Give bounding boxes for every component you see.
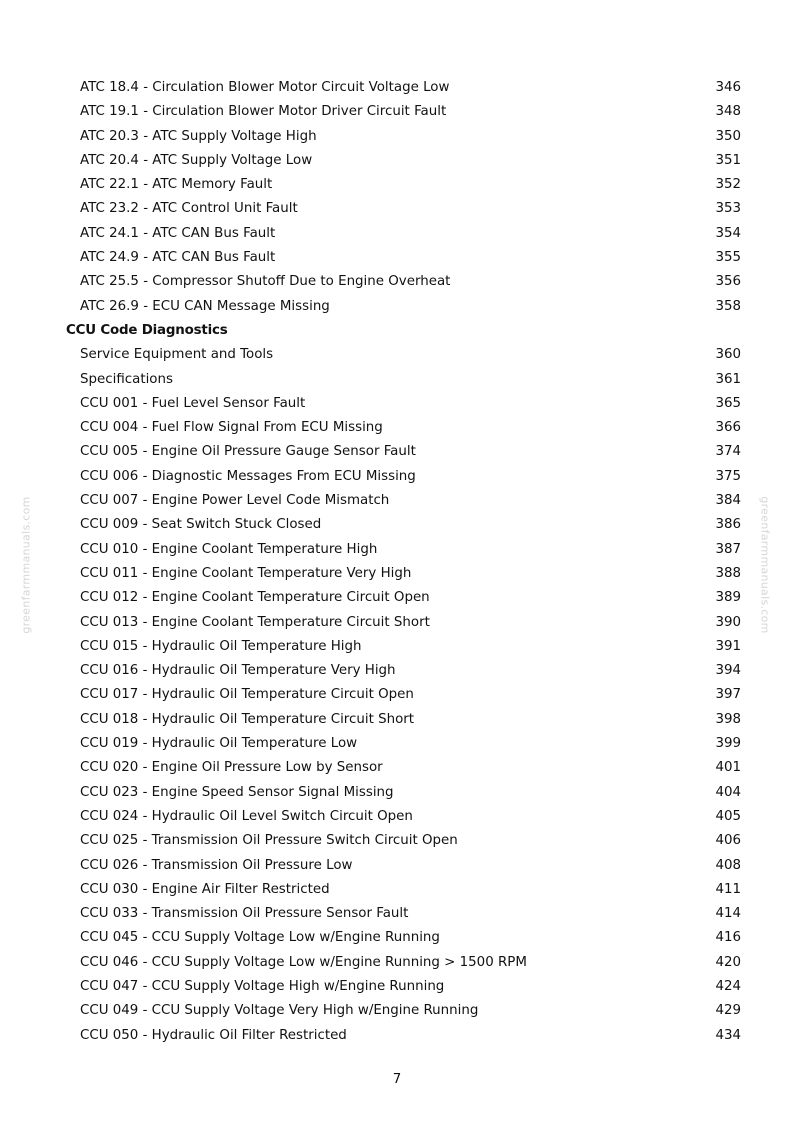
toc-entry-title: Service Equipment and Tools	[80, 347, 274, 363]
toc-section-heading	[0, 319, 794, 343]
toc-entry-page-number: 399	[715, 736, 741, 752]
toc-entry[interactable]	[0, 538, 794, 562]
toc-entry-page-number: 416	[715, 930, 741, 946]
toc-entry-title: ATC 26.9 - ECU CAN Message Missing	[80, 298, 330, 314]
toc-entry-page-number: 348	[715, 104, 741, 120]
toc-entry-page-number: 386	[715, 517, 741, 533]
toc-entry[interactable]	[0, 1024, 794, 1048]
toc-entry-title: CCU 046 - CCU Supply Voltage Low w/Engine Running > 1500 RPM	[80, 954, 527, 970]
toc-entry[interactable]	[0, 440, 794, 464]
toc-entry-page-number: 384	[715, 493, 741, 509]
toc-entry[interactable]	[0, 805, 794, 829]
toc-entry-title: CCU 009 - Seat Switch Stuck Closed	[80, 517, 322, 533]
toc-entry-page-number: 420	[715, 954, 741, 970]
table-of-contents	[0, 76, 794, 1048]
toc-entry[interactable]	[0, 295, 794, 319]
toc-entry-title: CCU 045 - CCU Supply Voltage Low w/Engine Running	[80, 930, 440, 946]
toc-entry[interactable]	[0, 586, 794, 610]
toc-entry-page-number: 405	[715, 808, 741, 824]
toc-entry[interactable]	[0, 635, 794, 659]
toc-entry[interactable]	[0, 270, 794, 294]
toc-entry-page-number: 358	[715, 298, 741, 314]
toc-entry-title: ATC 24.1 - ATC CAN Bus Fault	[80, 225, 276, 241]
toc-entry-page-number: 394	[715, 663, 741, 679]
toc-entry-title: CCU 015 - Hydraulic Oil Temperature High	[80, 638, 362, 654]
section-heading-title: CCU Code Diagnostics	[66, 322, 228, 338]
toc-entry[interactable]	[0, 683, 794, 707]
toc-entry-title: CCU 006 - Diagnostic Messages From ECU Missing	[80, 468, 416, 484]
toc-entry-page-number: 390	[715, 614, 741, 630]
toc-entry[interactable]	[0, 149, 794, 173]
toc-entry-page-number: 408	[715, 857, 741, 873]
toc-entry-title: CCU 025 - Transmission Oil Pressure Switch Circuit Open	[80, 833, 458, 849]
toc-entry[interactable]	[0, 659, 794, 683]
toc-entry[interactable]	[0, 708, 794, 732]
toc-entry-title: ATC 19.1 - Circulation Blower Motor Driver Circuit Fault	[80, 104, 447, 120]
toc-entry[interactable]	[0, 392, 794, 416]
toc-entry-title: CCU 026 - Transmission Oil Pressure Low	[80, 857, 353, 873]
toc-entry-page-number: 366	[715, 420, 741, 436]
toc-entry-title: CCU 016 - Hydraulic Oil Temperature Very High	[80, 663, 396, 679]
toc-entry-title: CCU 019 - Hydraulic Oil Temperature Low	[80, 736, 358, 752]
toc-entry-page-number: 401	[715, 760, 741, 776]
toc-entry-page-number: 353	[715, 201, 741, 217]
toc-entry-page-number: 361	[715, 371, 741, 387]
toc-entry[interactable]	[0, 513, 794, 537]
toc-entry-page-number: 389	[715, 590, 741, 606]
toc-entry-page-number: 414	[715, 906, 741, 922]
toc-entry-title: CCU 010 - Engine Coolant Temperature High	[80, 541, 378, 557]
toc-entry-page-number: 397	[715, 687, 741, 703]
toc-entry[interactable]	[0, 999, 794, 1023]
toc-entry-title: CCU 017 - Hydraulic Oil Temperature Circuit Open	[80, 687, 414, 703]
toc-entry-title: CCU 007 - Engine Power Level Code Mismatch	[80, 493, 390, 509]
toc-entry[interactable]	[0, 975, 794, 999]
toc-entry-page-number: 429	[715, 1003, 741, 1019]
toc-entry-page-number: 346	[715, 80, 741, 95]
toc-entry-title: CCU 004 - Fuel Flow Signal From ECU Missing	[80, 420, 383, 436]
toc-entry-title: CCU 001 - Fuel Level Sensor Fault	[80, 395, 306, 411]
toc-entry-page-number: 350	[715, 128, 741, 144]
toc-entry-page-number: 434	[715, 1027, 741, 1043]
toc-entry-title: CCU 030 - Engine Air Filter Restricted	[80, 881, 330, 897]
toc-entry[interactable]	[0, 854, 794, 878]
toc-entry[interactable]	[0, 416, 794, 440]
toc-entry[interactable]	[0, 125, 794, 149]
toc-entry-title: CCU 013 - Engine Coolant Temperature Circuit Short	[80, 614, 430, 630]
toc-entry[interactable]	[0, 878, 794, 902]
toc-entry-page-number: 356	[715, 274, 741, 290]
toc-entry-page-number: 351	[715, 152, 741, 168]
watermark-left: greenfarmmanuals.com	[19, 496, 33, 634]
toc-entry-title: ATC 23.2 - ATC Control Unit Fault	[80, 201, 298, 217]
toc-entry-title: ATC 25.5 - Compressor Shutoff Due to Engine Overheat	[80, 274, 451, 290]
toc-entry[interactable]	[0, 222, 794, 246]
toc-entry-title: Specifications	[80, 371, 173, 387]
toc-entry[interactable]	[0, 611, 794, 635]
toc-entry-page-number: 354	[715, 225, 741, 241]
toc-entry-title: CCU 047 - CCU Supply Voltage High w/Engine Running	[80, 978, 445, 994]
toc-entry-page-number: 374	[715, 444, 741, 460]
toc-entry-page-number: 406	[715, 833, 741, 849]
toc-entry-title: ATC 20.3 - ATC Supply Voltage High	[80, 128, 317, 144]
toc-entry[interactable]	[0, 926, 794, 950]
toc-entry-title: CCU 050 - Hydraulic Oil Filter Restricted	[80, 1027, 347, 1043]
toc-entry[interactable]	[0, 173, 794, 197]
toc-entry-page-number: 398	[715, 711, 741, 727]
toc-entry-title: CCU 049 - CCU Supply Voltage Very High w/Engine Running	[80, 1003, 479, 1019]
watermark-right: greenfarmmanuals.com	[758, 496, 772, 634]
toc-entry-title: CCU 018 - Hydraulic Oil Temperature Circuit Short	[80, 711, 415, 727]
toc-entry-title: ATC 22.1 - ATC Memory Fault	[80, 177, 273, 193]
toc-entry-title: ATC 18.4 - Circulation Blower Motor Circuit Voltage Low	[80, 80, 450, 95]
toc-entry[interactable]	[0, 489, 794, 513]
toc-entry-page-number: 411	[715, 881, 741, 897]
toc-entry-title: CCU 023 - Engine Speed Sensor Signal Missing	[80, 784, 394, 800]
toc-entry-page-number: 360	[715, 347, 741, 363]
toc-entry-page-number: 365	[715, 395, 741, 411]
toc-entry[interactable]	[0, 829, 794, 853]
toc-entry[interactable]	[0, 756, 794, 780]
toc-entry[interactable]	[0, 246, 794, 270]
toc-entry[interactable]	[0, 197, 794, 221]
toc-entry[interactable]	[0, 902, 794, 926]
toc-entry[interactable]	[0, 781, 794, 805]
toc-entry-page-number: 355	[715, 250, 741, 266]
toc-entry[interactable]	[0, 562, 794, 586]
toc-entry[interactable]	[0, 465, 794, 489]
toc-entry-title: CCU 005 - Engine Oil Pressure Gauge Sensor Fault	[80, 444, 416, 460]
toc-entry[interactable]	[0, 100, 794, 124]
toc-entry[interactable]	[0, 732, 794, 756]
toc-entry-page-number: 424	[715, 978, 741, 994]
toc-entry-title: ATC 24.9 - ATC CAN Bus Fault	[80, 250, 276, 266]
toc-entry-page-number: 387	[715, 541, 741, 557]
toc-entry-page-number: 404	[715, 784, 741, 800]
toc-entry-title: CCU 011 - Engine Coolant Temperature Very High	[80, 565, 412, 581]
toc-entry[interactable]	[0, 951, 794, 975]
toc-entry-title: ATC 20.4 - ATC Supply Voltage Low	[80, 152, 313, 168]
toc-entry-page-number: 388	[715, 565, 741, 581]
page-number: 7	[392, 1072, 402, 1087]
toc-entry-title: CCU 024 - Hydraulic Oil Level Switch Circuit Open	[80, 808, 413, 824]
toc-entry-title: CCU 020 - Engine Oil Pressure Low by Sensor	[80, 760, 383, 776]
toc-entry-title: CCU 012 - Engine Coolant Temperature Circuit Open	[80, 590, 430, 606]
toc-entry-page-number: 391	[715, 638, 741, 654]
toc-entry[interactable]	[0, 368, 794, 392]
toc-entry[interactable]	[0, 76, 794, 100]
toc-entry[interactable]	[0, 343, 794, 367]
toc-entry-page-number: 375	[715, 468, 741, 484]
toc-entry-title: CCU 033 - Transmission Oil Pressure Sensor Fault	[80, 906, 409, 922]
toc-entry-page-number: 352	[715, 177, 741, 193]
